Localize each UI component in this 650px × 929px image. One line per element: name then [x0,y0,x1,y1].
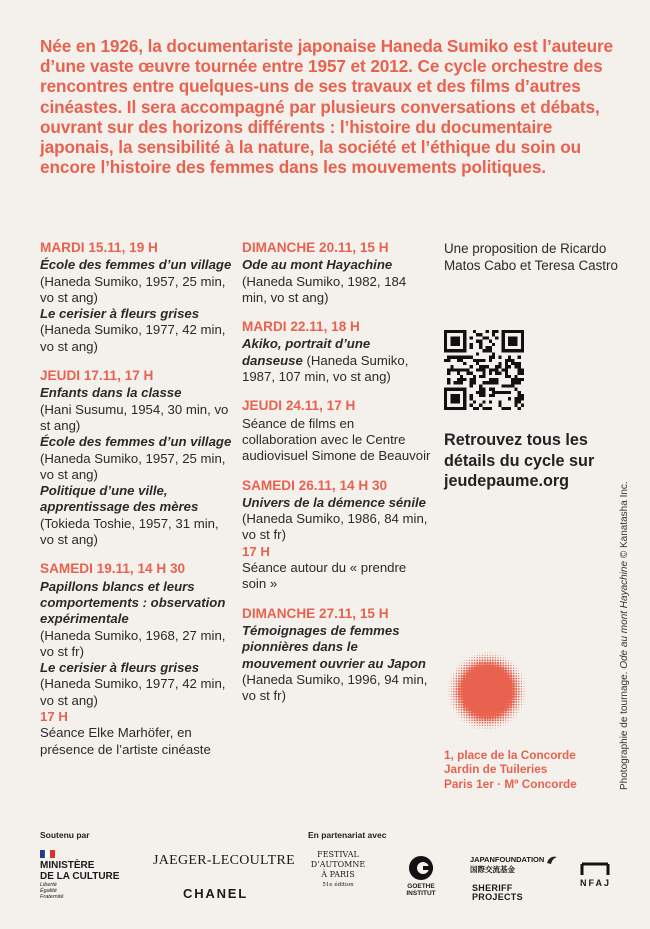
nfaj-logo-icon [580,862,610,876]
event-samedi-19 [40,561,235,758]
film-meta: (Haneda Sumiko, 1968, 27 min, vo st fr) [40,627,226,659]
film-title: Akiko, portrait d’une danseuse [242,336,371,368]
event-mardi-22 [242,319,432,385]
address-line: Paris 1er · Mº Concorde [444,776,577,791]
goethe-line: GOETHE [407,883,435,890]
info-column [444,240,624,274]
curators-credit: Une proposition de Ricardo Matos Cabo et Teresa Castro [444,241,618,273]
address-line: Jardin de Tuileries [444,762,548,777]
ministere-motto: Égalité [40,888,57,894]
festival-edition: 51e édition [322,882,354,888]
japan-line: JAPANFOUNDATION [470,855,545,864]
event-mardi-15 [40,240,235,355]
event-date: SAMEDI 26.11, 14 H 30 [242,477,388,493]
film-meta: (Tokieda Toshie, 1957, 31 min, vo st ang) [40,515,219,548]
film-meta: (Haneda Sumiko, 1996, 94 min, vo st fr) [242,671,428,704]
ministere-motto: Fraternité [40,894,64,900]
film-title: École des femmes d’un village [40,434,232,450]
address-line: 1, place de la Concorde [444,748,576,762]
ministere-culture-logo [40,850,119,900]
event-jeudi-17 [40,368,235,548]
qr-code-icon[interactable] [444,330,524,410]
sheriff-line: SHERIFF [472,883,513,893]
film-meta: (Haneda Sumiko, 1957, 25 min, vo st ang) [40,450,226,482]
halftone-sun-icon [446,650,528,732]
address [444,748,634,791]
japan-line: 国際交流基金 [470,865,515,874]
film-title: Le cerisier à fleurs grises [40,306,200,322]
credit-prefix: Photographie de tournage. [619,668,630,790]
jaeger-lecoultre-logo: JAEGER-LECOULTRE [153,853,295,868]
event-time: 17 H [40,709,68,725]
ministere-line: MINISTÈRE [40,860,95,871]
event-date: SAMEDI 19.11, 14 H 30 [40,561,186,577]
sheriff-projects-logo [472,884,523,902]
festival-line: D’AUTOMNE [310,860,366,869]
festival-line: À PARIS [321,870,355,879]
goethe-line: INSTITUT [406,890,436,897]
event-samedi-26 [242,478,432,593]
film-title: École des femmes d’un village [40,257,232,273]
film-meta: (Haneda Sumiko, 1982, 184 min, vo st ang) [242,273,407,305]
schedule-column-2 [242,240,432,717]
ministere-motto: Liberté [40,882,57,888]
schedule-column-1 [40,240,235,771]
festival-automne-logo [308,850,368,898]
film-title: Le cerisier à fleurs grises [40,660,200,676]
japan-foundation-logo [470,855,558,875]
sheriff-line: PROJECTS [472,892,523,902]
event-date: MARDI 15.11, 19 H [40,240,158,255]
sponsor-label-partenariat: En partenariat avec [308,830,387,840]
film-title: Politique d’une ville, apprentissage des mères [40,483,199,515]
nfaj-logo [580,862,611,888]
nfaj-text: NFAJ [580,878,612,888]
goethe-logo-icon [408,855,434,881]
credit-suffix: © Kanatasha Inc. [619,481,630,561]
ministere-line: DE LA CULTURE [40,871,120,882]
japan-foundation-bird-icon [546,855,558,865]
film-title: Ode au mont Hayachine [242,257,393,273]
marianne-icon [40,850,56,858]
film-title: Enfants dans la classe [40,385,182,401]
event-date: MARDI 22.11, 18 H [242,319,360,335]
film-meta: (Haneda Sumiko, 1986, 84 min, vo st fr) [242,511,428,543]
session-description: Séance Elke Marhöfer, en présence de l’artiste cinéaste [40,725,211,757]
film-title: Témoignages de femmes pionnières dans le mouvement ouvrier au Japon [242,622,426,671]
film-meta: (Haneda Sumiko, 1977, 42 min, vo st ang) [40,322,226,354]
event-dimanche-20 [242,240,432,306]
event-jeudi-24 [242,398,432,464]
film-meta: (Hani Susumu, 1954, 30 min, vo st ang) [40,401,229,433]
photo-credit [619,481,650,801]
film-meta: (Haneda Sumiko, 1977, 42 min, vo st ang) [40,676,226,708]
intro-paragraph: Née en 1926, la documentariste japonaise Haneda Sumiko est l’auteure d’une vaste œuvre tournée entre 1957 et 2012. Ce cycle orchestre des rencontres entre quelques-uns de ses travaux et des films d’autres cinéastes. Il sera accompagné par plusieurs conversations et débats, ouvrant sur des horizons différents : l’histoire du documentaire japonais, la sensibilité à la nature, la société et l’éthique du soin ou encore l’histoire des femmes dans les mouvements politiques. [40,36,614,178]
credit-title: Ode au mont Hayachine [619,560,630,669]
event-date: JEUDI 24.11, 17 H [242,398,356,414]
event-time: 17 H [242,543,270,559]
event-dimanche-27 [242,606,432,705]
film-title: Papillons blancs et leurs comportements : observation expérimentale [40,578,226,627]
goethe-institut-logo [400,855,442,897]
event-date: JEUDI 17.11, 17 H [40,368,154,384]
chanel-logo: CHANEL [183,886,248,901]
event-date: DIMANCHE 27.11, 15 H [242,605,389,621]
film-meta: (Haneda Sumiko, 1987, 107 min, vo st ang) [242,352,409,385]
film-meta: (Haneda Sumiko, 1957, 25 min, vo st ang) [40,273,226,305]
festival-line: FESTIVAL [317,850,359,859]
sponsor-label-soutenu: Soutenu par [40,830,90,840]
session-description: Séance de films en collaboration avec le Centre audiovisuel Simone de Beauvoir [242,415,431,464]
film-title: Univers de la démence sénile [242,494,426,510]
website-callout: Retrouvez tous les détails du cycle sur jeudepaume.org [444,431,595,490]
event-date: DIMANCHE 20.11, 15 H [242,240,389,255]
session-description: Séance autour du « prendre soin » [242,560,407,592]
